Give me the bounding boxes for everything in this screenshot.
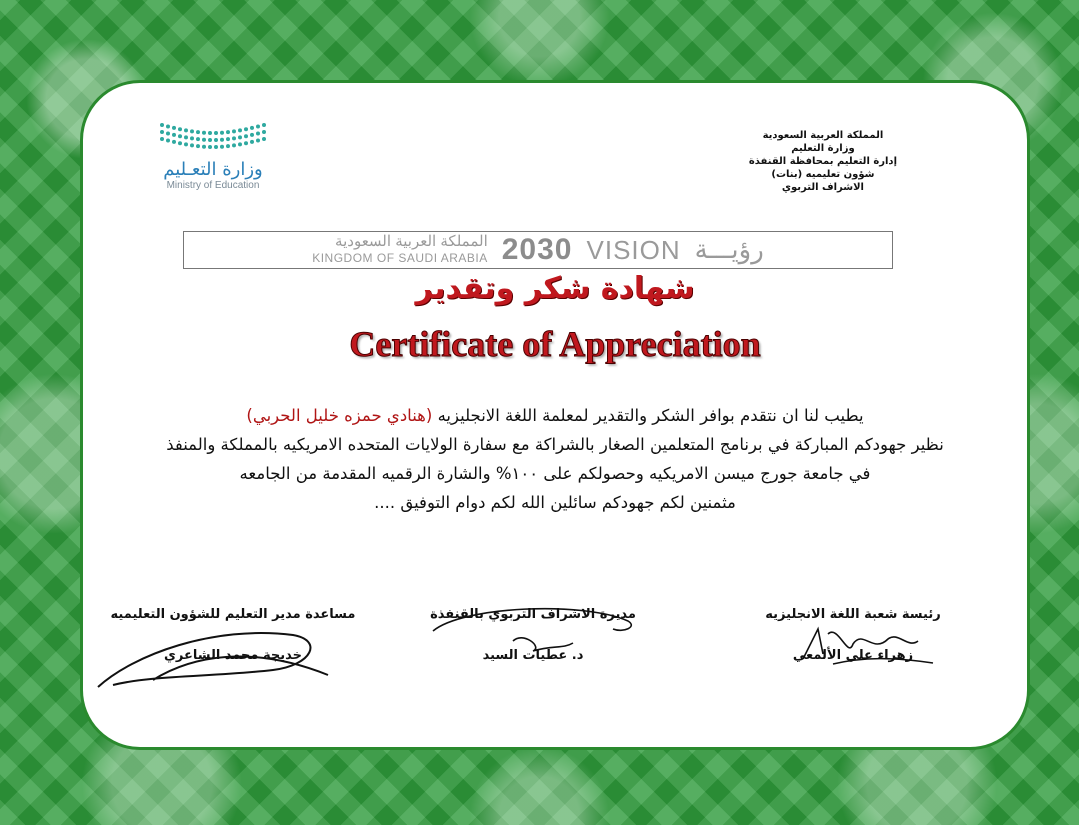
logo-dot	[244, 134, 248, 138]
signature-block-assistant-director	[93, 607, 373, 663]
logo-dot	[226, 144, 230, 148]
logo-dot	[172, 140, 176, 144]
certificate-body	[123, 401, 987, 517]
vision-ruya: رؤيـــة	[694, 235, 764, 265]
logo-dot	[250, 133, 254, 137]
moe-logo-english: Ministry of Education	[166, 180, 260, 191]
body-line-4: مثمنين لكم جهودكم سائلين الله لكم دوام التوفيق ....	[374, 493, 736, 512]
header-line-kingdom: المملكة العربية السعودية	[762, 130, 884, 141]
logo-dot	[196, 137, 200, 141]
logo-dot	[208, 138, 212, 142]
logo-dot	[160, 137, 164, 141]
signature-name: زهراء علي الألمعي	[792, 648, 914, 663]
body-line-3: في جامعة جورج ميسن الامريكيه وحصولكم على ١٠٠% والشارة الرقميه المقدمة من الجامعه	[239, 464, 871, 483]
header-line-ministry: وزارة التعليم	[791, 143, 855, 154]
header-line-affairs: شؤون تعليميه (بنات)	[771, 169, 875, 180]
vision-2030-banner	[183, 231, 893, 269]
logo-dot	[178, 127, 182, 131]
moe-dots-icon	[158, 119, 268, 155]
certificate-title-english: Certificate of Appreciation	[349, 324, 761, 364]
logo-dot	[262, 130, 266, 134]
logo-dot	[202, 131, 206, 135]
logo-dot	[184, 135, 188, 139]
logo-dot	[196, 130, 200, 134]
logo-dot	[220, 138, 224, 142]
logo-dot	[232, 136, 236, 140]
signature-block-supervision-director	[413, 607, 653, 663]
logo-dot	[238, 128, 242, 132]
logo-dot	[178, 134, 182, 138]
signature-block-english-head	[743, 607, 963, 663]
body-line-1	[123, 401, 987, 430]
signature-name: خديجة محمد الشاعري	[163, 648, 303, 663]
signature-role: مديرة الاشراف التربوي بالقنفذة	[430, 607, 636, 622]
logo-dot	[172, 126, 176, 130]
signature-role: مساعدة مدير التعليم للشؤون التعليميه	[110, 607, 356, 622]
logo-dot	[262, 137, 266, 141]
vision-year: 2030	[501, 233, 573, 266]
honoree-name: (هنادي حمزه خليل الحربي)	[246, 406, 433, 425]
logo-dot	[166, 131, 170, 135]
vision-kingdom-ar: المملكة العربية السعودية	[335, 233, 488, 250]
issuer-header	[749, 129, 897, 194]
signature-role: رئيسة شعبة اللغة الانجليزيه	[765, 607, 941, 622]
moe-logo-arabic: وزارة التعـليم	[163, 159, 263, 180]
logo-dot	[250, 126, 254, 130]
logo-dot	[190, 143, 194, 147]
logo-dot	[214, 138, 218, 142]
logo-dot	[238, 142, 242, 146]
logo-dot	[250, 140, 254, 144]
logo-dot	[184, 142, 188, 146]
logo-dot	[160, 123, 164, 127]
logo-dot	[190, 129, 194, 133]
logo-dot	[214, 131, 218, 135]
logo-dot	[166, 138, 170, 142]
logo-dot	[190, 136, 194, 140]
logo-dot	[184, 128, 188, 132]
header-line-supervision: الاشراف التربوي	[781, 182, 864, 193]
body-line-1-text: يطيب لنا ان نتقدم بوافر الشكر والتقدير لمعلمة اللغة الانجليزيه	[437, 406, 864, 425]
logo-dot	[214, 145, 218, 149]
logo-dot	[232, 129, 236, 133]
logo-dot	[262, 123, 266, 127]
logo-dot	[208, 145, 212, 149]
logo-dot	[238, 135, 242, 139]
signature-name: د. عطيات السيد	[482, 648, 584, 663]
certificate-title-arabic: شهادة شكر وتقدير	[415, 271, 695, 306]
logo-dot	[172, 133, 176, 137]
vision-kingdom-text	[312, 234, 488, 266]
logo-dot	[220, 131, 224, 135]
vision-kingdom-en: KINGDOM OF SAUDI ARABIA	[312, 251, 488, 265]
certificate-card	[80, 80, 1030, 750]
logo-dot	[208, 131, 212, 135]
logo-dot	[196, 144, 200, 148]
logo-dot	[160, 130, 164, 134]
logo-dot	[226, 137, 230, 141]
logo-dot	[202, 145, 206, 149]
logo-dot	[256, 131, 260, 135]
logo-dot	[232, 143, 236, 147]
logo-dot	[178, 141, 182, 145]
vision-word: VISION	[586, 234, 681, 265]
logo-dot	[166, 124, 170, 128]
ministry-of-education-logo	[153, 119, 273, 191]
header-line-directorate: إدارة التعليم بمحافظة القنفذة	[748, 156, 897, 167]
logo-dot	[226, 130, 230, 134]
logo-dot	[244, 127, 248, 131]
logo-dot	[220, 145, 224, 149]
body-line-2: نظير جهودكم المباركة في برنامج المتعلمين الصغار بالشراكة مع سفارة الولايات المتحده الامريكيه بالمملكة والمنفذ	[166, 435, 944, 454]
logo-dot	[244, 141, 248, 145]
logo-dot	[256, 124, 260, 128]
logo-dot	[202, 138, 206, 142]
logo-dot	[256, 138, 260, 142]
